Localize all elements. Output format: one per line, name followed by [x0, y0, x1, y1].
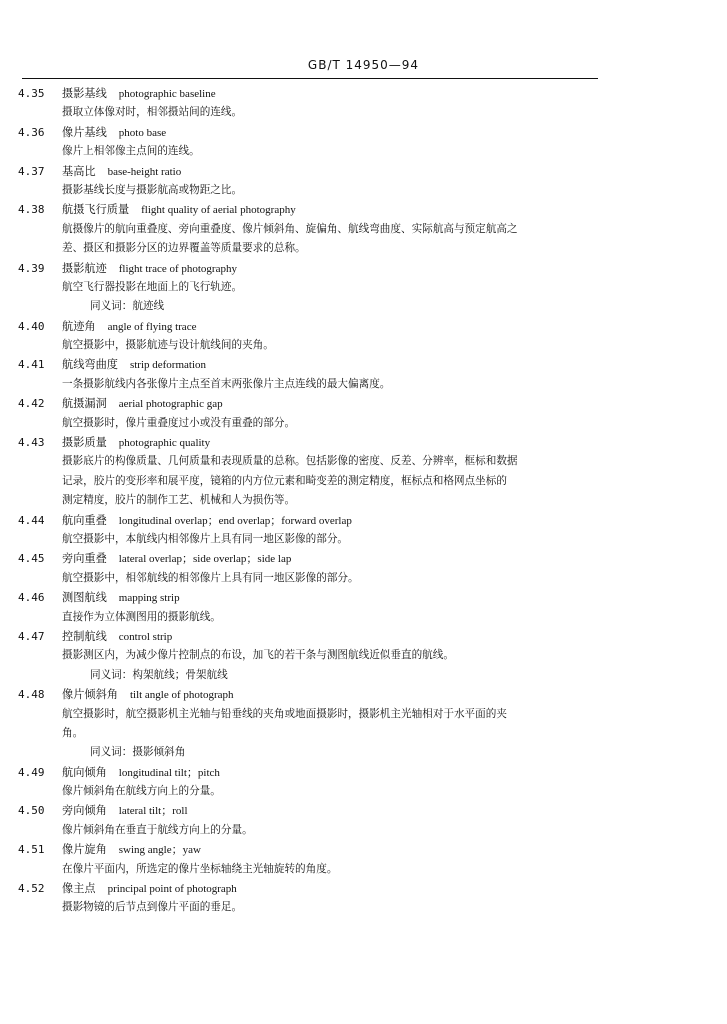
term-heading [18, 84, 608, 103]
term-definition: 差、摄区和摄影分区的边界覆盖等质量要求的总称。 [62, 242, 306, 255]
term-definition: 摄影基线长度与摄影航高或物距之比。 [62, 183, 243, 196]
term-chinese: 旁向倾角 [62, 804, 107, 818]
term-definition: 测定精度，胶片的制作工艺、机械和人为损伤等。 [62, 494, 296, 507]
term-english: photo base [118, 126, 167, 139]
term-number: 4.45 [18, 552, 45, 566]
term-number: 4.47 [18, 629, 45, 643]
term-entry [18, 801, 608, 840]
standard-number: GB/T 14950—94 [307, 58, 420, 72]
term-definition: 摄影测区内，为减少像片控制点的布设，加飞的若干条与测图航线近似垂直的航线。 [62, 649, 454, 662]
term-entry [18, 879, 608, 918]
term-entry [18, 162, 608, 201]
term-entry [18, 511, 608, 550]
term-number: 4.49 [18, 765, 45, 779]
term-heading [18, 511, 608, 530]
term-number: 4.35 [18, 87, 45, 100]
term-english: tilt angle of photograph [129, 689, 234, 702]
term-chinese: 航向重叠 [62, 513, 107, 527]
term-heading [18, 162, 608, 181]
term-chinese: 航摄漏洞 [62, 397, 107, 411]
term-heading [18, 879, 608, 898]
term-number: 4.37 [18, 164, 45, 178]
term-entry [18, 685, 608, 763]
term-english: principal point of photograph [107, 883, 237, 896]
term-number: 4.43 [18, 436, 45, 450]
term-definition: 直接作为立体测图用的摄影航线。 [62, 610, 221, 623]
term-chinese: 基高比 [62, 164, 96, 178]
term-entry [18, 259, 608, 317]
term-entry [18, 763, 608, 802]
term-chinese: 像片基线 [62, 125, 107, 139]
term-english: angle of flying trace [107, 320, 197, 333]
term-number: 4.39 [18, 261, 45, 275]
term-english: swing angle；yaw [118, 844, 201, 857]
term-heading [18, 123, 608, 142]
term-definition: 航空飞行器投影在地面上的飞行轨迹。 [62, 280, 243, 293]
term-heading [18, 840, 608, 859]
term-english: strip deformation [129, 359, 207, 372]
term-definition: 航空摄影时，像片重叠度过小或没有重叠的部分。 [62, 416, 296, 429]
term-definition: 角。 [62, 726, 84, 739]
term-entry [18, 355, 608, 394]
term-definition: 航空摄影时，航空摄影机主光轴与铅垂线的夹角或地面摄影时，摄影机主光轴相对于水平面的夹 [62, 707, 507, 720]
term-heading [18, 317, 608, 336]
term-english: lateral overlap；side overlap；side lap [118, 553, 292, 566]
page-header [0, 58, 727, 72]
term-entry [18, 394, 608, 433]
term-entry [18, 588, 608, 627]
term-definition: 航摄像片的航向重叠度、旁向重叠度、像片倾斜角、旋偏角、航线弯曲度、实际航高与预定航高之 [62, 222, 518, 235]
term-number: 4.48 [18, 688, 45, 702]
term-definition: 摄影底片的构像质量、几何质量和表现质量的总称。包括影像的密度、反差、分辨率，框标和数据 [62, 455, 518, 468]
term-heading [18, 685, 608, 704]
term-number: 4.46 [18, 591, 45, 605]
term-chinese: 旁向重叠 [62, 552, 107, 566]
term-chinese: 航摄飞行质量 [62, 203, 130, 217]
term-heading [18, 588, 608, 607]
term-chinese: 像片倾斜角 [62, 688, 118, 702]
term-synonym: 同义词：航迹线 [90, 300, 165, 313]
term-definition: 像片上相邻像主点间的连线。 [62, 145, 200, 158]
term-definition: 在像片平面内，所选定的像片坐标轴绕主光轴旋转的角度。 [62, 862, 338, 875]
term-definition: 一条摄影航线内各张像片主点至首末两张像片主点连线的最大偏离度。 [62, 377, 391, 390]
term-english: photographic baseline [118, 88, 216, 100]
term-english: aerial photographic gap [118, 398, 223, 411]
term-english: longitudinal overlap；end overlap；forward overlap [118, 514, 352, 527]
term-english: photographic quality [118, 437, 211, 450]
term-definition: 航空摄影中，本航线内相邻像片上具有同一地区影像的部分。 [62, 532, 349, 545]
term-entry [18, 840, 608, 879]
term-chinese: 测图航线 [62, 591, 107, 605]
term-number: 4.38 [18, 203, 45, 217]
term-entry [18, 200, 608, 258]
term-heading [18, 200, 608, 219]
term-chinese: 像片旋角 [62, 843, 107, 857]
term-number: 4.44 [18, 513, 45, 527]
term-heading [18, 259, 608, 278]
term-english: flight quality of aerial photography [141, 204, 296, 217]
term-chinese: 摄影基线 [62, 87, 107, 100]
term-number: 4.41 [18, 358, 45, 372]
term-english: mapping strip [118, 592, 180, 605]
term-definition: 航空摄影中，相邻航线的相邻像片上具有同一地区影像的部分。 [62, 571, 359, 584]
term-heading [18, 627, 608, 646]
term-number: 4.52 [18, 882, 45, 896]
term-heading [18, 549, 608, 568]
term-heading [18, 801, 608, 820]
term-chinese: 航迹角 [62, 319, 96, 333]
term-heading [18, 394, 608, 413]
term-entry [18, 123, 608, 162]
term-english: base-height ratio [107, 165, 182, 178]
term-synonym: 同义词：摄影倾斜角 [90, 746, 186, 759]
term-english: control strip [118, 630, 173, 643]
term-english: longitudinal tilt；pitch [118, 766, 220, 779]
term-definition: 像片倾斜角在航线方向上的分量。 [62, 785, 221, 798]
term-synonym: 同义词：构架航线；骨架航线 [90, 668, 228, 681]
term-number: 4.36 [18, 125, 45, 139]
term-chinese: 航线弯曲度 [62, 358, 118, 372]
term-number: 4.50 [18, 804, 45, 818]
term-number: 4.42 [18, 397, 45, 411]
term-number: 4.51 [18, 843, 45, 857]
term-chinese: 航向倾角 [62, 765, 107, 779]
term-definition: 摄取立体像对时，相邻摄站间的连线。 [62, 106, 243, 119]
header-rule [22, 78, 598, 79]
term-chinese: 摄影质量 [62, 436, 107, 450]
term-chinese: 摄影航迹 [62, 261, 107, 275]
term-definition: 摄影物镜的后节点到像片平面的垂足。 [62, 901, 243, 914]
term-entry [18, 433, 608, 511]
term-definition: 像片倾斜角在垂直于航线方向上的分量。 [62, 823, 253, 836]
term-heading [18, 433, 608, 452]
term-entry [18, 317, 608, 356]
term-heading [18, 763, 608, 782]
term-entry [18, 627, 608, 685]
term-heading [18, 355, 608, 374]
term-chinese: 控制航线 [62, 629, 107, 643]
term-english: lateral tilt；roll [118, 805, 188, 818]
term-english: flight trace of photography [118, 262, 237, 275]
term-definition: 记录，胶片的变形率和展平度，镜箱的内方位元素和畸变差的测定精度，框标点和格网点坐标的 [62, 474, 507, 487]
term-entry [18, 549, 608, 588]
term-number: 4.40 [18, 319, 45, 333]
term-list [18, 84, 608, 918]
term-entry [18, 84, 608, 123]
term-chinese: 像主点 [62, 882, 96, 896]
term-definition: 航空摄影中，摄影航迹与设计航线间的夹角。 [62, 339, 274, 352]
